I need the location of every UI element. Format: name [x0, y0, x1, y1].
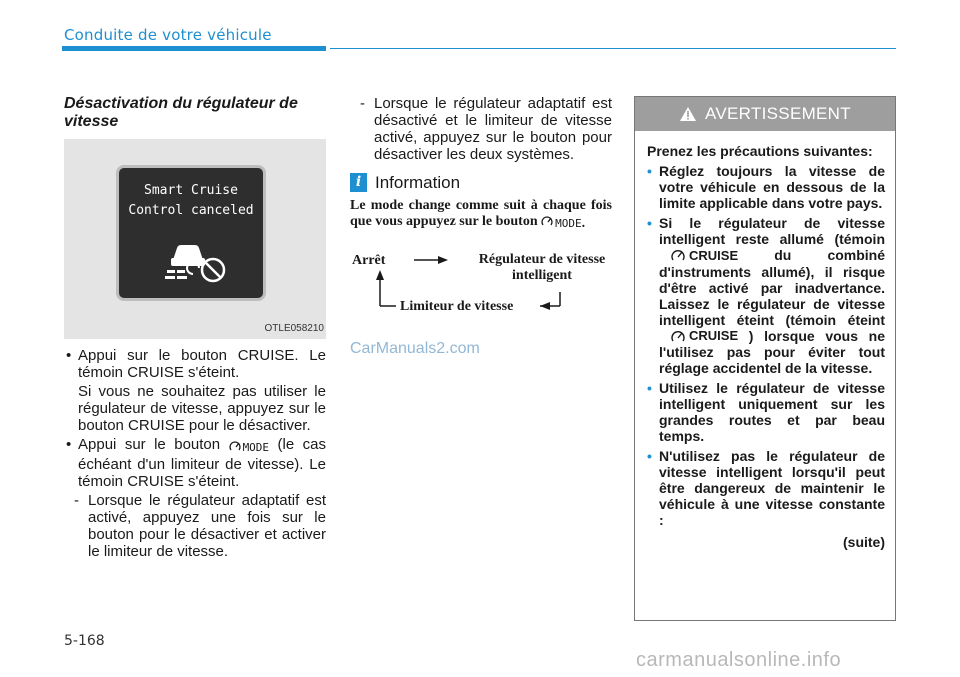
continued-label: (suite)	[843, 534, 885, 550]
watermark-bottom: carmanualsonline.info	[636, 649, 842, 671]
mode-label: MODE	[555, 217, 582, 230]
header-accent-bar	[62, 46, 326, 51]
warning-header	[635, 97, 895, 131]
section-heading: Désactivation du régulateur de vitesse	[64, 95, 298, 130]
header-rule	[330, 48, 896, 49]
warning-intro: Prenez les précautions suivantes:	[647, 143, 873, 159]
warning-item-text: Utilisez le régulateur de vitesse intelligent uniquement sur les grandes routes et par beau temps.	[659, 380, 885, 444]
warning-box	[634, 96, 896, 621]
info-icon: i	[350, 173, 367, 192]
cruise-indicator-label: CRUISE	[689, 328, 739, 343]
mode-cycle-diagram	[350, 246, 612, 326]
bullet-mode-text-after: (le cas échéant d'un limiteur de vitesse). Le témoin CRUISE s'éteint.	[78, 436, 326, 490]
warning-item-danger	[647, 448, 885, 528]
page-number: 5-168	[64, 633, 105, 649]
mode-stop-label: Arrêt	[352, 253, 386, 268]
warning-item-speed	[647, 163, 885, 211]
sub-item-text: Lorsque le régulateur adaptatif est activé, appuyez une fois sur le bouton pour le désactiver et activer le limiteur de vitesse.	[88, 492, 326, 560]
warning-item-text: ) lorsque vous ne l'utilisez pas pour éviter tout réglage accidentel de la vitesse.	[659, 327, 885, 376]
information-text	[350, 198, 612, 232]
middle-column	[350, 95, 612, 326]
cluster-display	[116, 165, 266, 301]
figure-code: OTLE058210	[264, 323, 324, 334]
sub-item-adaptive-off: - Lorsque le régulateur adaptatif est désactivé et le limiteur de vitesse activé, appuyez sur le bouton pour désactiver les deux systèmes.	[360, 95, 612, 163]
warning-triangle-icon	[679, 106, 697, 122]
cruise-indicator-label: CRUISE	[689, 247, 739, 263]
warning-list	[647, 163, 885, 528]
watermark-center: CarManuals2.com	[350, 340, 480, 357]
mode-cruise-line-2: intelligent	[512, 268, 572, 283]
sub-item-adaptive-on: - Lorsque le régulateur adaptatif est activé, appuyez une fois sur le bouton pour le désactiver et activer le limiteur de vitesse.	[74, 492, 326, 560]
mode-button-icon: MODE.	[541, 215, 585, 232]
bullet-cruise-button: Appui sur le bouton CRUISE. Le témoin CRUISE s'éteint.	[78, 347, 326, 381]
cruise-button-note: Si vous ne souhaitez pas utiliser le régulateur de vitesse, appuyez sur le bouton CRUISE pour le désactiver.	[78, 383, 326, 434]
display-line-2: Control canceled	[128, 203, 254, 218]
warning-item-text: du combiné d'instruments allumé), il risque d'être activé par inadvertance. Laissez le régulateur de vitesse intelligent éteint (témoin éteint	[659, 247, 886, 328]
warning-title: AVERTISSEMENT	[705, 104, 851, 123]
bullet-mode-text-before: Appui sur le bouton	[78, 436, 221, 453]
deactivation-list-2	[64, 436, 326, 490]
cruise-cancel-icon	[163, 234, 227, 286]
warning-item-text: Réglez toujours la vitesse de votre véhicule en dessous de la limite applicable dans votre pays.	[659, 163, 885, 211]
section-header-title: Conduite de votre véhicule	[64, 26, 272, 44]
cruise-indicator-icon-off	[671, 328, 738, 344]
list-item	[64, 347, 326, 381]
warning-item-roads	[647, 380, 885, 444]
deactivation-list	[64, 347, 326, 381]
list-item	[64, 436, 326, 490]
warning-item-indicator	[647, 215, 885, 376]
information-heading	[350, 173, 612, 192]
cluster-figure	[64, 139, 326, 339]
information-title: Information	[375, 173, 461, 192]
warning-item-text: Si le régulateur de vitesse intelligent reste allumé (témoin	[659, 215, 885, 247]
cruise-indicator-icon	[671, 248, 738, 264]
mode-button-icon	[229, 438, 270, 456]
information-body: Le mode change comme suit à chaque fois que vous appuyez sur le bouton	[350, 198, 612, 229]
mode-cruise-label	[462, 252, 622, 284]
mode-limiter-label: Limiteur de vitesse	[400, 299, 514, 314]
left-column	[64, 95, 326, 560]
sub-item-text: Lorsque le régulateur adaptatif est désactivé et le limiteur de vitesse activé, appuyez sur le bouton pour désactiver les deux systèmes.	[374, 95, 612, 163]
warning-body	[635, 131, 895, 550]
display-line-1: Smart Cruise	[144, 183, 238, 198]
warning-item-text: N'utilisez pas le régulateur de vitesse intelligent lorsqu'il peut être dangereux de maintenir le véhicule à une vitesse constante :	[659, 448, 885, 528]
mode-cruise-line-1: Régulateur de vitesse	[478, 252, 606, 267]
mode-label: MODE	[242, 441, 270, 454]
